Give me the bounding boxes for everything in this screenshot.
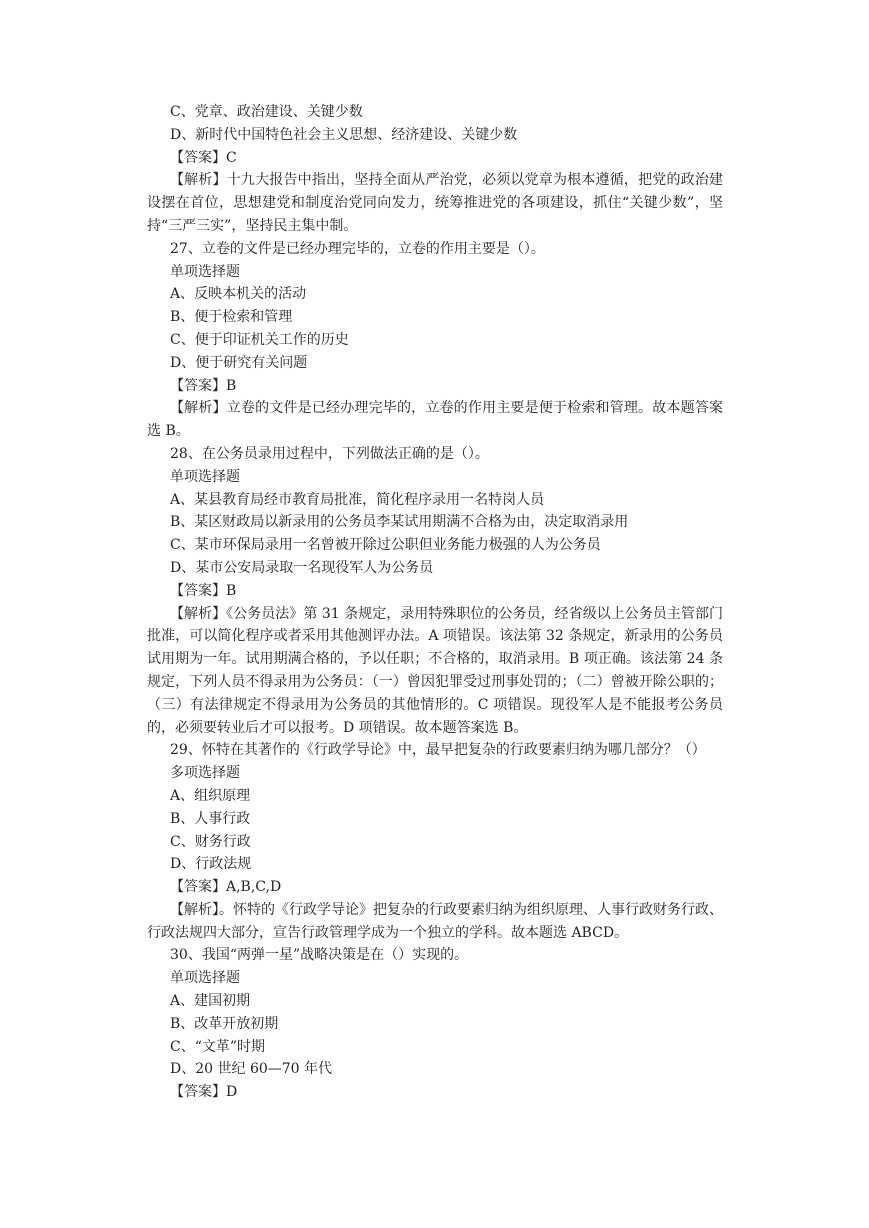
q28-option-d: D、某市公安局录取一名现役军人为公务员: [170, 559, 434, 576]
q29-option-d: D、行政法规: [170, 856, 252, 873]
q30-option-c: C、“文革”时期: [170, 1038, 266, 1055]
q28-answer: 【答案】B: [170, 582, 237, 599]
q26-option-c: C、党章、政治建设、关键少数: [170, 104, 363, 120]
q28-type: 单项选择题: [170, 468, 240, 485]
q28-option-a: A、某县教育局经市教育局批准，简化程序录用一名特岗人员: [170, 491, 545, 508]
q30-type: 单项选择题: [170, 970, 240, 987]
q29-analysis: 【解析】。怀特的《行政学导论》把复杂的行政要素归纳为组织原理、人事行政财务行政、行政法规四大部分，宣告行政管理学成为一个独立的学科。故本题选 ABCD。: [147, 901, 723, 941]
q27-stem: 27、立卷的文件是已经办理完毕的，立卷的作用主要是（）。: [170, 240, 545, 257]
q28-analysis: 【解析】《公务员法》第 31 条规定，录用特殊职位的公务员，经省级以上公务员主管部门批准，可以简化程序或者采用其他测评办法。A 项错误。该法第 32 条规定，新录用的公务员试用期为一年。试用期满合格的，予以任职；不合格的，取消录用。B 项正确。该法第 24 条规定，下列人员不得录用为公务员：（一）曾因犯罪受过刑事处罚的；（二）曾被开除公职的；（三）有法律规定不得录用为公务员的其他情形的。C 项错误。现役军人是不能报考公务员的，必须要转业后才可以报考。D 项错误。故本题答案选 B。: [147, 605, 723, 736]
q30-option-b: B、改革开放初期: [170, 1015, 279, 1032]
q29-option-a: A、组织原理: [170, 787, 251, 804]
q28-option-c: C、某市环保局录用一名曾被开除过公职但业务能力极强的人为公务员: [170, 537, 601, 554]
q27-answer: 【答案】B: [170, 377, 237, 394]
q29-type: 多项选择题: [170, 765, 240, 782]
q30-stem: 30、我国“两弹一星”战略决策是在（）实现的。: [170, 947, 469, 964]
q29-answer: 【答案】A,B,C,D: [170, 879, 282, 896]
q29-stem: 29、怀特在其著作的《行政学导论》中，最早把复杂的行政要素归纳为哪几部分？（）: [170, 742, 706, 759]
document-body: [147, 101, 723, 1104]
q27-option-a: A、反映本机关的活动: [170, 286, 307, 303]
q26-option-d: D、新时代中国特色社会主义思想、经济建设、关键少数: [170, 126, 518, 143]
q30-option-a: A、建国初期: [170, 993, 251, 1010]
q29-option-b: B、人事行政: [170, 810, 251, 827]
q30-answer: 【答案】D: [170, 1084, 238, 1101]
q27-option-b: B、便于检索和管理: [170, 309, 293, 326]
q27-option-c: C、便于印证机关工作的历史: [170, 331, 349, 348]
q27-analysis: 【解析】立卷的文件是已经办理完毕的，立卷的作用主要是便于检索和管理。故本题答案选 B。: [147, 400, 723, 440]
q27-option-d: D、便于研究有关问题: [170, 354, 308, 371]
q28-option-b: B、某区财政局以新录用的公务员李某试用期满不合格为由，决定取消录用: [170, 514, 629, 531]
q29-option-c: C、财务行政: [170, 833, 251, 850]
q26-analysis: 【解析】十九大报告中指出，坚持全面从严治党，必须以党章为根本遵循，把党的政治建设摆在首位，思想建党和制度治党同向发力，统筹推进党的各项建设，抓住“关键少数”，坚持“三严三实”，坚持民主集中制。: [147, 172, 723, 234]
q27-type: 单项选择题: [170, 263, 240, 280]
q28-stem: 28、在公务员录用过程中，下列做法正确的是（）。: [170, 445, 489, 462]
q26-answer: 【答案】C: [170, 149, 237, 166]
q30-option-d: D、20 世纪 60—70 年代: [170, 1061, 333, 1078]
